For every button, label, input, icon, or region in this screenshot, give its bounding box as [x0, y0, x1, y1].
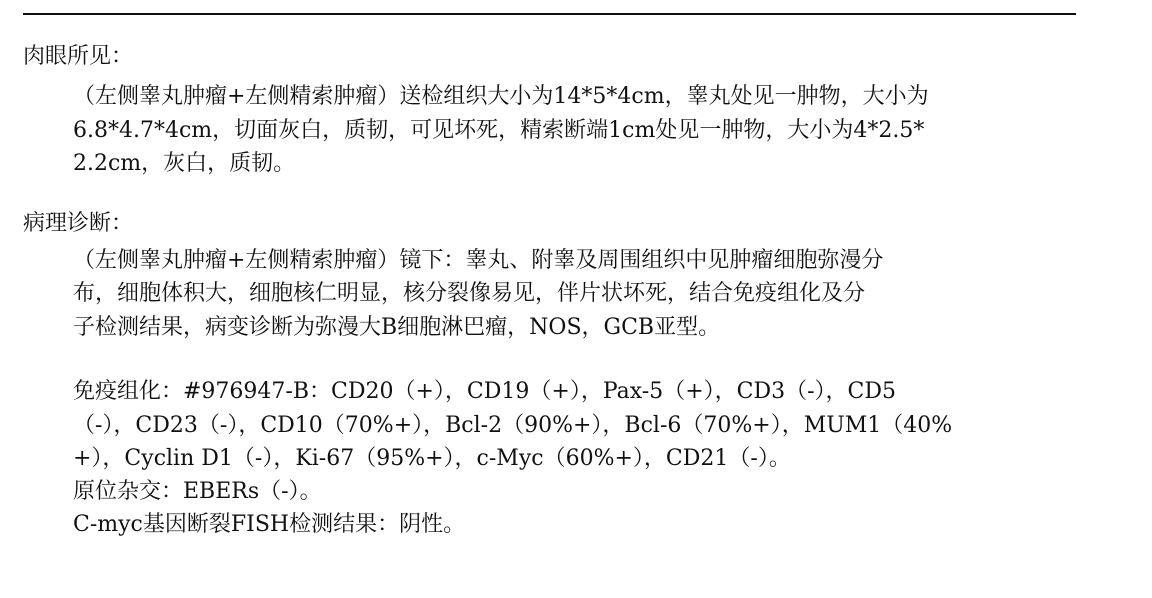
ish-result: 原位杂交：EBERs（-）。 — [73, 479, 322, 504]
fish-result: C-myc基因断裂FISH检测结果：阴性。 — [73, 512, 466, 537]
gross-line-2: 6.8*4.7*4cm，切面灰白，质韧，可见坏死，精索断端1cm处见一肿物，大小为4*2.5* — [73, 118, 925, 143]
diagnosis-heading: 病理诊断： — [23, 211, 134, 236]
diagnosis-line-1: （左侧睾丸肿瘤+左侧精索肿瘤）镜下：睾丸、附睾及周围组织中见肿瘤细胞弥漫分 — [73, 248, 884, 273]
gross-heading: 肉眼所见： — [23, 44, 134, 69]
gross-line-3: 2.2cm，灰白，质韧。 — [73, 151, 296, 176]
diagnosis-line-2: 布，细胞体积大，细胞核仁明显，核分裂像易见，伴片状坏死，结合免疫组化及分 — [73, 281, 866, 306]
immuno-line-1: 免疫组化：#976947-B：CD20（+），CD19（+），Pax-5（+），CD3（-），CD5 — [73, 379, 897, 404]
diagnosis-line-3: 子检测结果，病变诊断为弥漫大B细胞淋巴瘤，NOS，GCB亚型。 — [73, 315, 721, 340]
immuno-line-3: +），Cyclin D1（-），Ki-67（95%+），c-Myc（60%+），CD21（-）。 — [73, 446, 791, 471]
top-divider — [23, 13, 1076, 15]
gross-line-1: （左侧睾丸肿瘤+左侧精索肿瘤）送检组织大小为14*5*4cm，睾丸处见一肿物，大小为 — [73, 84, 929, 109]
immuno-line-2: （-），CD23（-），CD10（70%+），Bcl-2（90%+），Bcl-6（70%+），MUM1（40% — [73, 413, 953, 438]
